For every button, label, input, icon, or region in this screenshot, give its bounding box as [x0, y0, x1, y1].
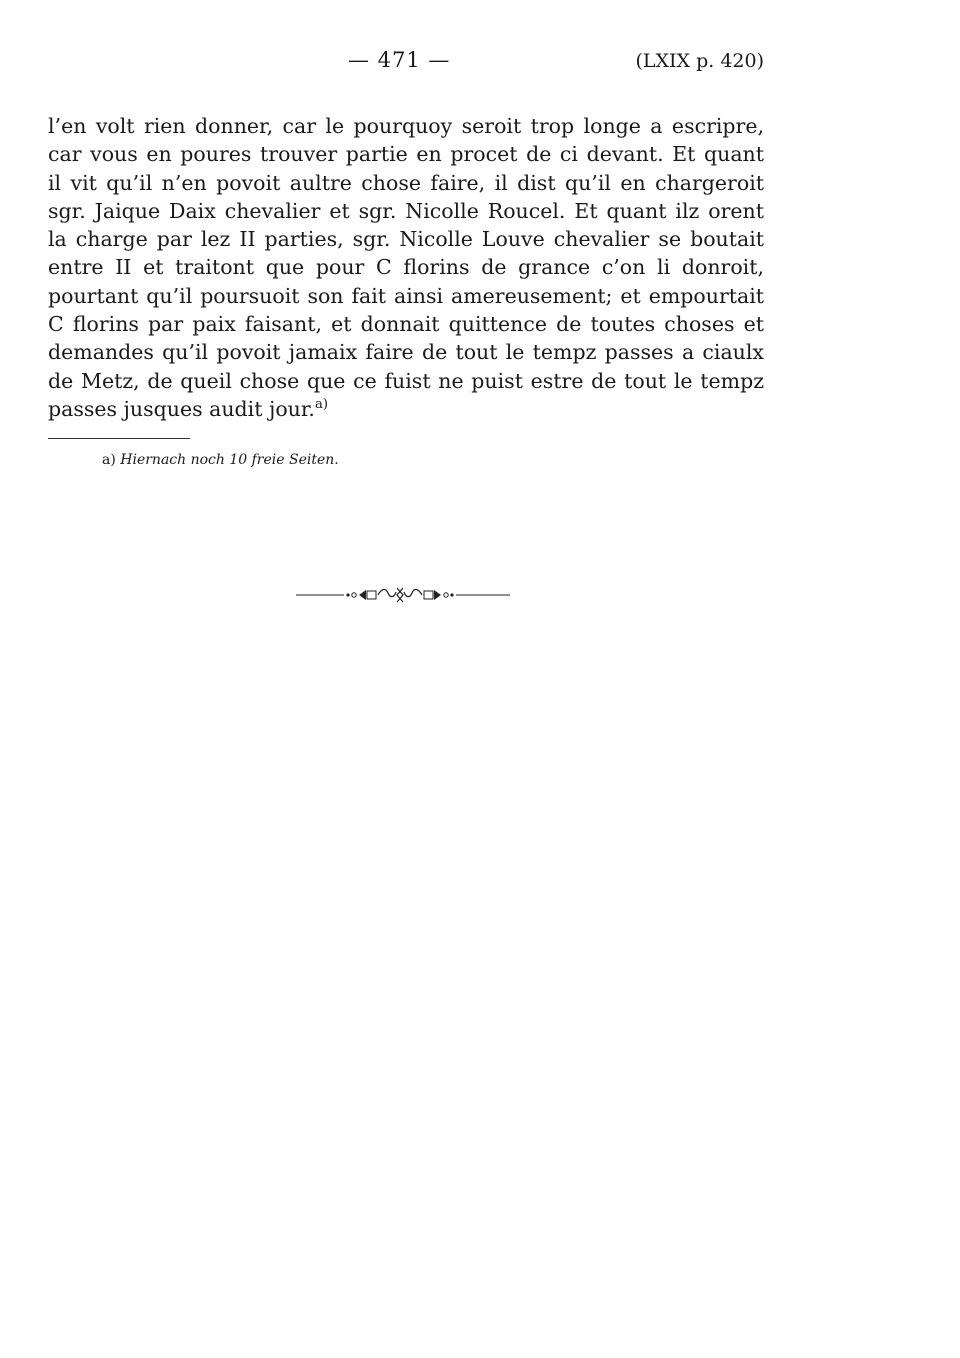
- footnote-reference: a): [314, 397, 329, 413]
- footnote-text: Hiernach noch 10 freie Seiten.: [120, 452, 339, 468]
- page-reference: (LXIX p. 420): [635, 50, 764, 72]
- decorative-ornament: [296, 584, 510, 606]
- main-text: [48, 112, 764, 423]
- text-line: entre II et traitont que pour C florins de grance c’on li donroit,: [48, 255, 764, 280]
- footnote: [102, 452, 339, 468]
- footnote-rule: [48, 438, 190, 439]
- text-line: de Metz, de queil chose que ce fuist ne puist estre de tout le tempz: [48, 368, 764, 393]
- text-line: l’en volt rien donner, car le pourquoy seroit trop longe a escripre,: [48, 114, 764, 138]
- text-line: la charge par lez II parties, sgr. Nicolle Louve chevalier se boutait: [48, 227, 764, 252]
- page-header: [0, 44, 960, 80]
- text-line-last: [48, 395, 764, 423]
- text-line: pourtant qu’il poursuoit son fait ainsi amereusement; et empourtait: [48, 283, 764, 308]
- text-line: C florins par paix faisant, et donnait quittence de toutes choses et: [48, 312, 764, 337]
- text-line: il vit qu’il n’en povoit aultre chose faire, il dist qu’il en chargeroit: [48, 170, 764, 195]
- footnote-marker: a): [102, 452, 116, 468]
- text-line-content: passes jusques audit jour.: [48, 396, 315, 421]
- page-number: — 471 —: [348, 48, 451, 72]
- text-line: car vous en poures trouver partie en procet de ci devant. Et quant: [48, 142, 764, 167]
- text-line: sgr. Jaique Daix chevalier et sgr. Nicolle Roucel. Et quant ilz orent: [48, 198, 764, 223]
- text-line: demandes qu’il povoit jamaix faire de tout le tempz passes a ciaulx: [48, 340, 764, 365]
